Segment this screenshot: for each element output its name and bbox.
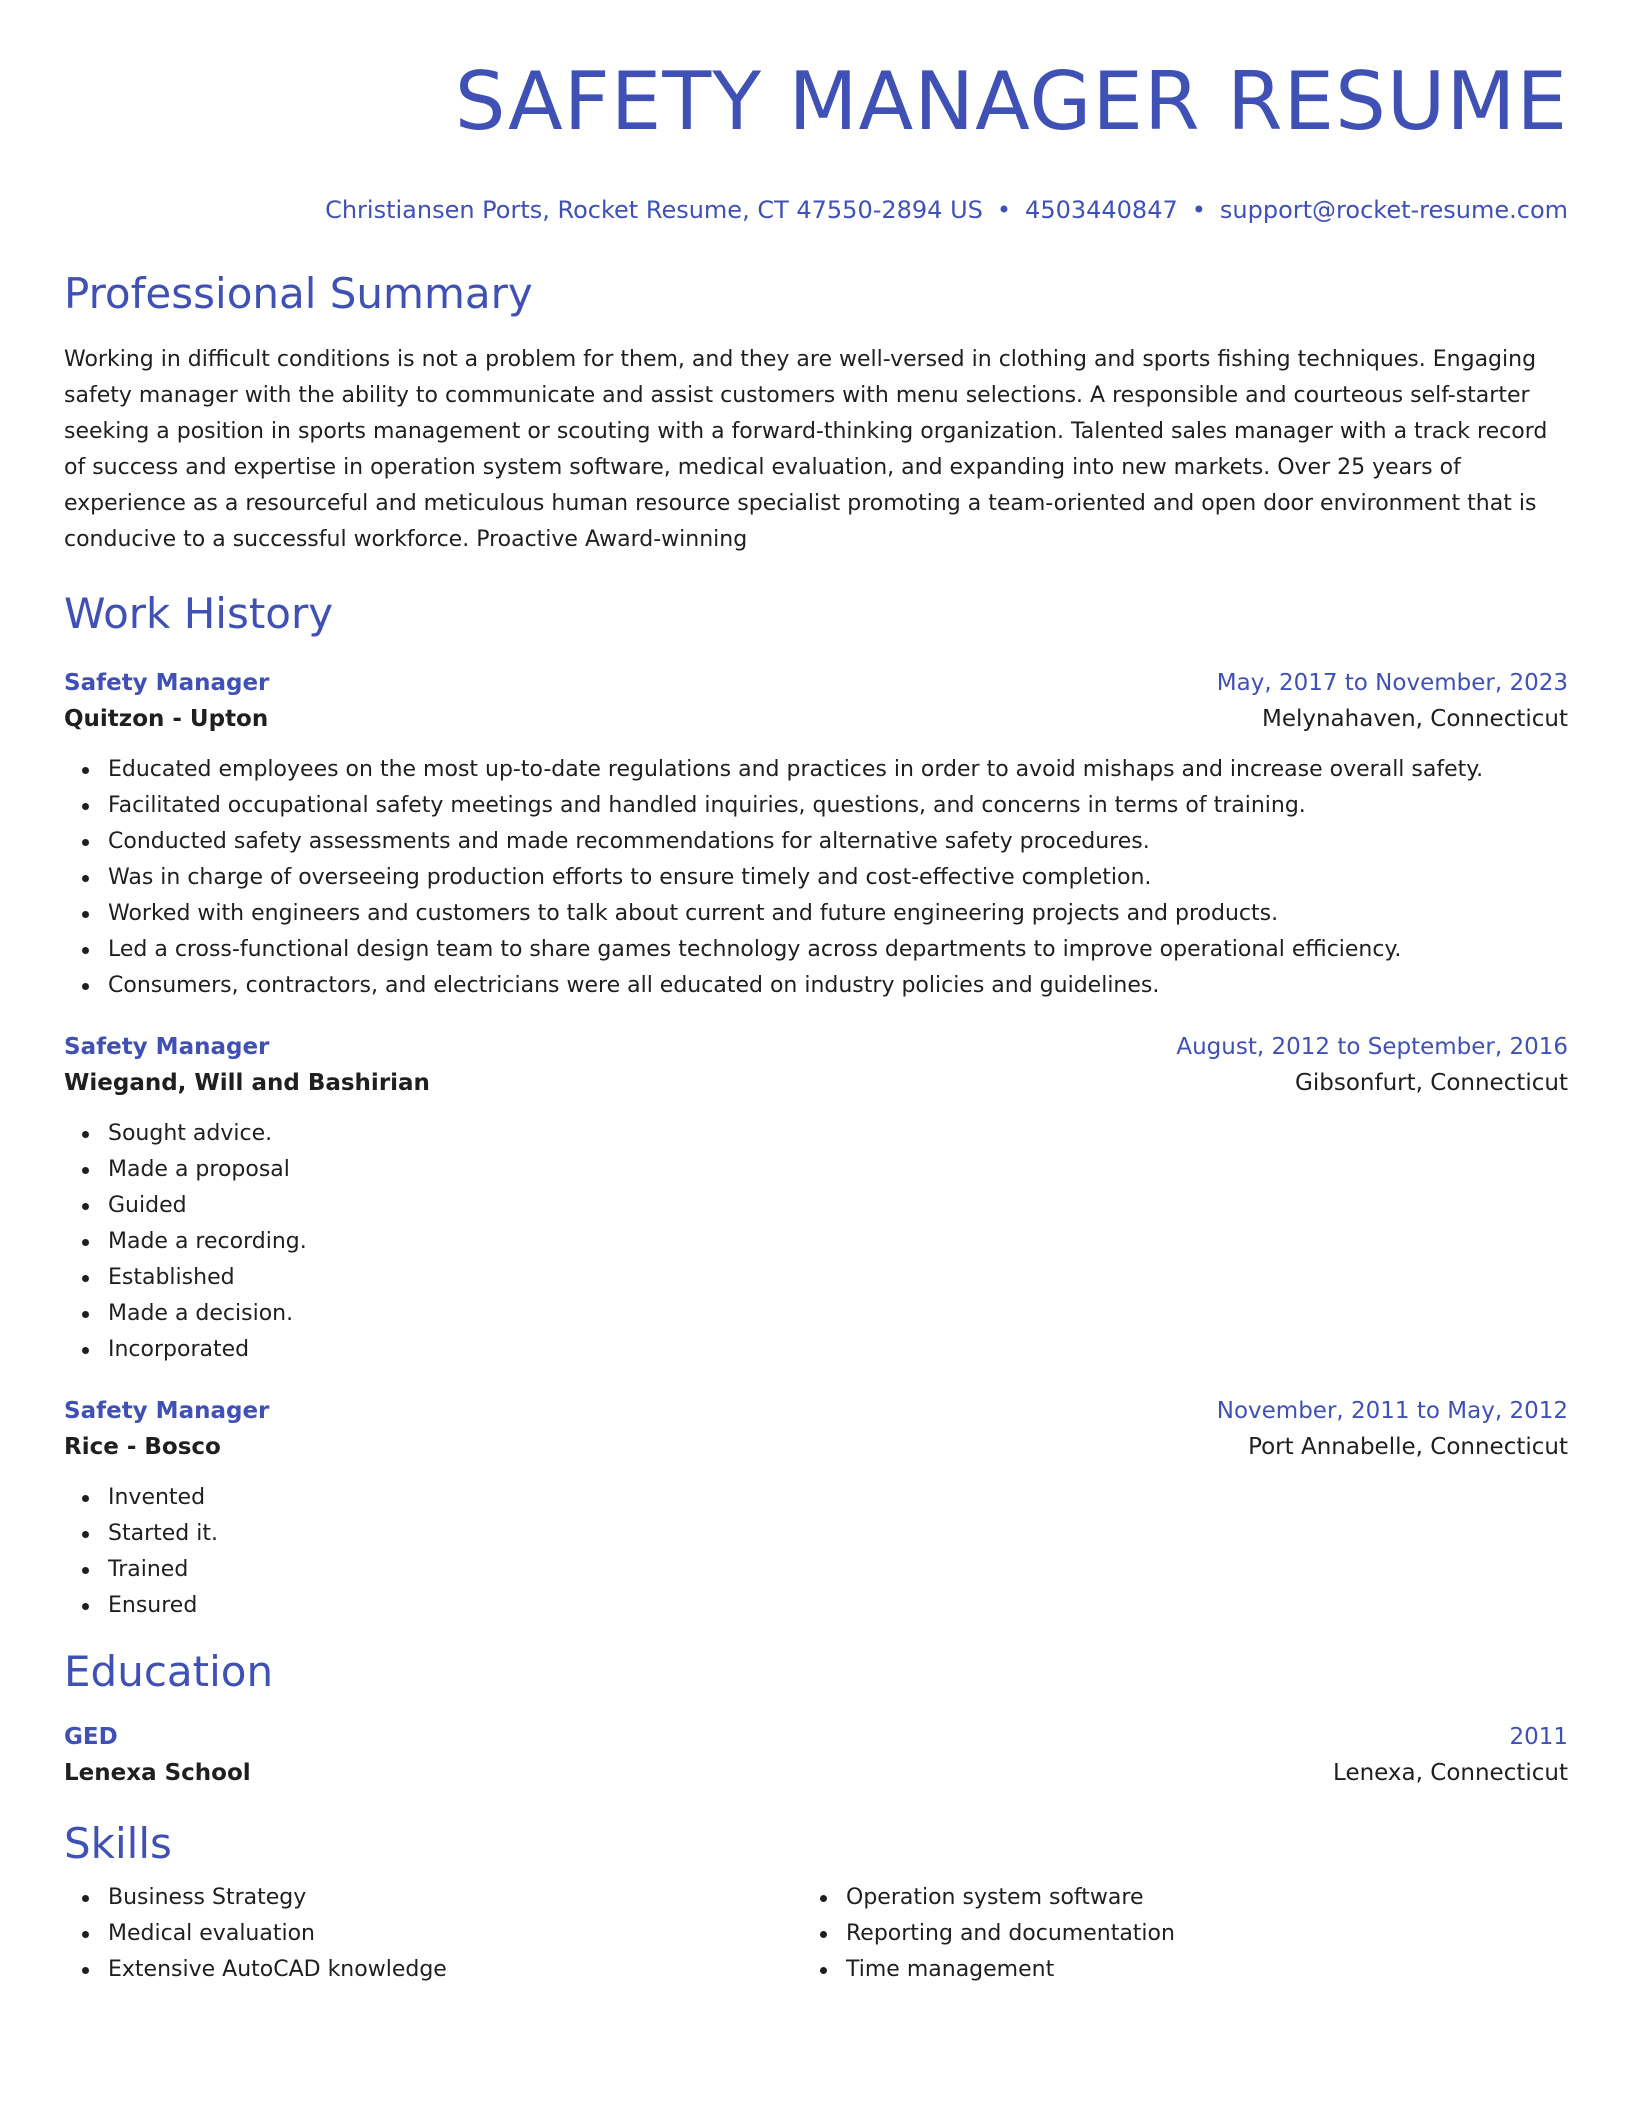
list-item: Business Strategy bbox=[108, 1880, 802, 1916]
list-item: Medical evaluation bbox=[108, 1916, 802, 1952]
work-history-heading: Work History bbox=[64, 589, 334, 638]
job-location: Melynahaven, Connecticut bbox=[1261, 706, 1568, 732]
contact-line bbox=[64, 192, 1568, 228]
summary-section bbox=[64, 268, 1568, 558]
list-item: Made a proposal bbox=[108, 1152, 1568, 1188]
summary-text: Working in difficult conditions is not a problem for them, and they are well-versed in clothing and sports fishing techniques. Engaging safety manager with the ability to communicate and assist customers with menu selections. A responsible and courteous self-starter seeking a position in sports management or scouting with a forward-thinking organization. Talented sales manager with a track record of success and expertise in operation system software, medical evaluation, and expanding into new markets. Over 25 years of experience as a resourceful and meticulous human resource specialist promoting a team-oriented and open door environment that is conducive to a successful workforce. Proactive Award-winning bbox=[64, 347, 1548, 552]
skills-columns bbox=[64, 1880, 1568, 1988]
skills-list bbox=[64, 1880, 802, 1988]
job-duties-list bbox=[64, 1480, 1568, 1624]
summary-heading: Professional Summary bbox=[64, 269, 533, 318]
education-school-row bbox=[64, 1754, 1568, 1792]
list-item: Invented bbox=[108, 1480, 1568, 1516]
work-history-section bbox=[64, 588, 1568, 1624]
list-item: Sought advice. bbox=[108, 1116, 1568, 1152]
list-item: Facilitated occupational safety meetings and handled inquiries, questions, and concerns in terms of training. bbox=[108, 788, 1568, 824]
list-item: Led a cross-functional design team to share games technology across departments to improve operational efficiency. bbox=[108, 932, 1568, 968]
resume-header bbox=[64, 0, 1568, 228]
job-role-row bbox=[64, 1394, 1568, 1428]
job-role-row bbox=[64, 1030, 1568, 1064]
resume-title: SAFETY MANAGER RESUME bbox=[454, 55, 1568, 148]
job-duties-list bbox=[64, 752, 1568, 1004]
education-section bbox=[64, 1646, 1568, 1792]
list-item: Established bbox=[108, 1260, 1568, 1296]
contact-separator: • bbox=[996, 196, 1012, 224]
job-location: Gibsonfurt, Connecticut bbox=[1295, 1070, 1568, 1096]
job-company-row bbox=[64, 1064, 1568, 1102]
skills-column-left bbox=[64, 1880, 802, 1988]
job-dates: May, 2017 to November, 2023 bbox=[1216, 670, 1568, 696]
list-item: Made a recording. bbox=[108, 1224, 1568, 1260]
job-role: Safety Manager bbox=[64, 1034, 270, 1060]
skills-section bbox=[64, 1818, 1568, 1988]
job-company-row bbox=[64, 700, 1568, 738]
skills-column-right bbox=[802, 1880, 1540, 1988]
list-item: Educated employees on the most up-to-date regulations and practices in order to avoid mishaps and increase overall safety. bbox=[108, 752, 1568, 788]
job-company: Rice - Bosco bbox=[64, 1434, 221, 1460]
list-item: Trained bbox=[108, 1552, 1568, 1588]
job-dates: November, 2011 to May, 2012 bbox=[1216, 1398, 1568, 1424]
education-heading: Education bbox=[64, 1647, 274, 1696]
job-company: Quitzon - Upton bbox=[64, 706, 269, 732]
education-school: Lenexa School bbox=[64, 1760, 251, 1786]
list-item: Conducted safety assessments and made recommendations for alternative safety procedures. bbox=[108, 824, 1568, 860]
education-degree: GED bbox=[64, 1724, 118, 1750]
job-company-row bbox=[64, 1428, 1568, 1466]
list-item: Extensive AutoCAD knowledge bbox=[108, 1952, 802, 1988]
list-item: Guided bbox=[108, 1188, 1568, 1224]
job-dates: August, 2012 to September, 2016 bbox=[1176, 1034, 1568, 1060]
contact-email[interactable]: support@rocket-resume.com bbox=[1219, 196, 1568, 224]
education-location: Lenexa, Connecticut bbox=[1333, 1760, 1568, 1786]
list-item: Operation system software bbox=[846, 1880, 1540, 1916]
list-item: Started it. bbox=[108, 1516, 1568, 1552]
education-year: 2011 bbox=[1509, 1724, 1568, 1750]
contact-separator: • bbox=[1191, 196, 1206, 224]
skills-list bbox=[802, 1880, 1540, 1988]
list-item: Was in charge of overseeing production efforts to ensure timely and cost-effective completion. bbox=[108, 860, 1568, 896]
job-company: Wiegand, Will and Bashirian bbox=[64, 1070, 430, 1096]
job-role-row bbox=[64, 666, 1568, 700]
list-item: Reporting and documentation bbox=[846, 1916, 1540, 1952]
job-duties-list bbox=[64, 1116, 1568, 1368]
education-entry bbox=[64, 1720, 1568, 1792]
job-entry bbox=[64, 1030, 1568, 1368]
list-item: Consumers, contractors, and electricians were all educated on industry policies and guidelines. bbox=[108, 968, 1568, 1004]
list-item: Worked with engineers and customers to talk about current and future engineering projects and products. bbox=[108, 896, 1568, 932]
list-item: Ensured bbox=[108, 1588, 1568, 1624]
list-item: Made a decision. bbox=[108, 1296, 1568, 1332]
education-degree-row bbox=[64, 1720, 1568, 1754]
list-item: Incorporated bbox=[108, 1332, 1568, 1368]
job-entry bbox=[64, 666, 1568, 1004]
contact-phone: 4503440847 bbox=[1025, 196, 1178, 224]
job-location: Port Annabelle, Connecticut bbox=[1248, 1434, 1568, 1460]
skills-heading: Skills bbox=[64, 1819, 172, 1868]
job-role: Safety Manager bbox=[64, 1398, 270, 1424]
list-item: Time management bbox=[846, 1952, 1540, 1988]
job-entry bbox=[64, 1394, 1568, 1624]
job-role: Safety Manager bbox=[64, 670, 270, 696]
contact-address: Christiansen Ports, Rocket Resume, CT 47550-2894 US bbox=[325, 196, 983, 224]
